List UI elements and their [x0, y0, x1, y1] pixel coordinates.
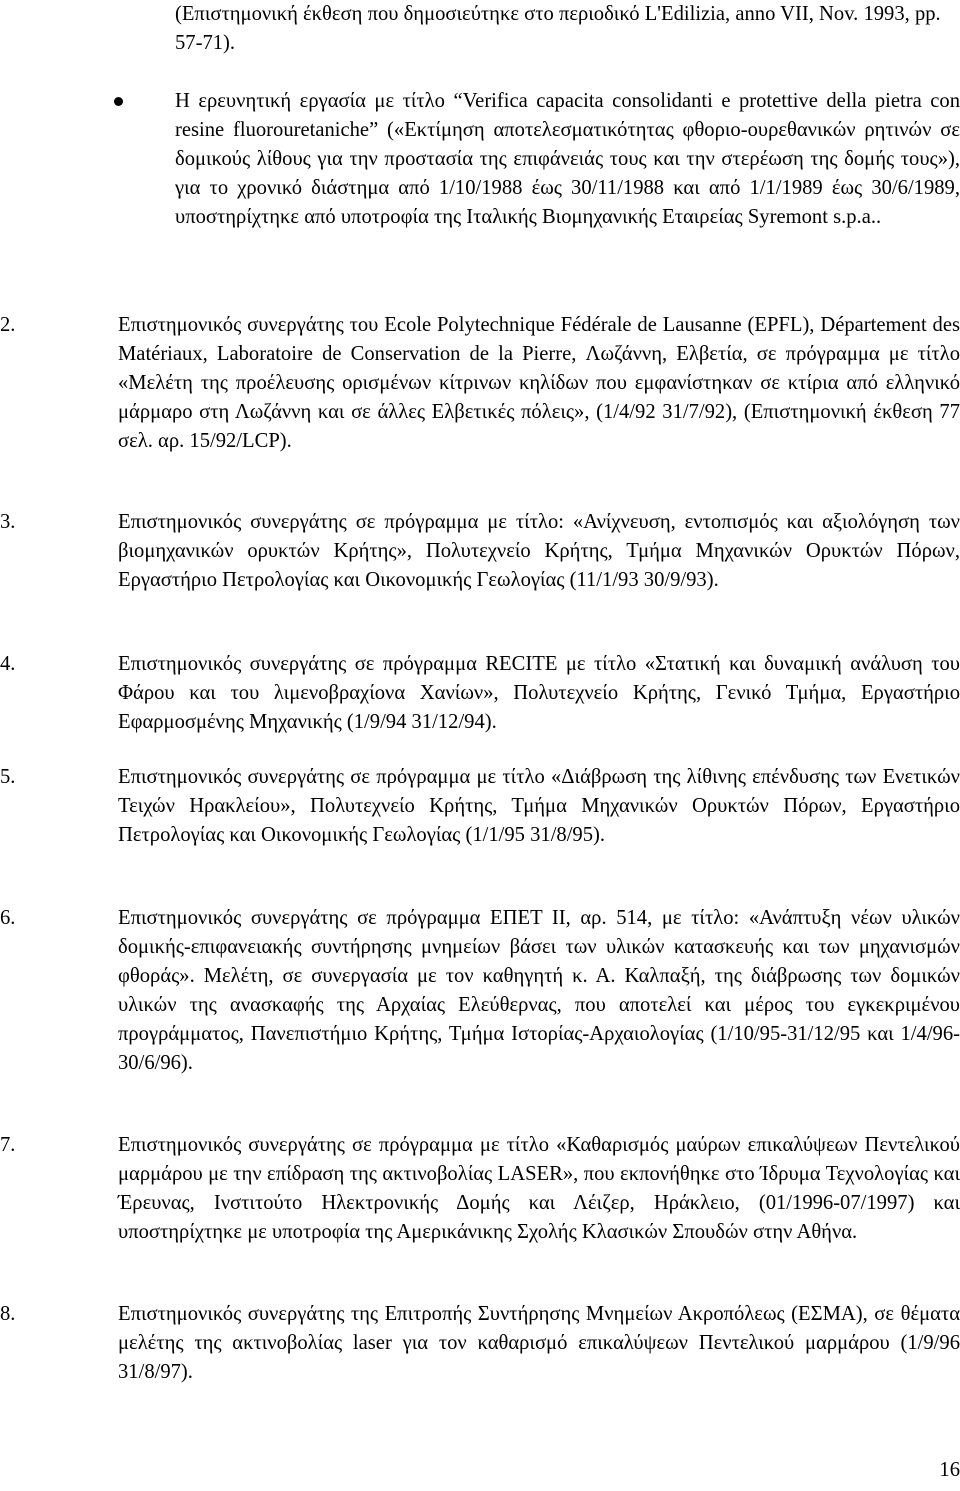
- continuation-paragraph: (Επιστημονική έκθεση που δημοσιεύτηκε στο περιοδικό L'Edilizia, anno VII, Nov. 1993, pp. 57-71).: [175, 3, 941, 54]
- list-item-number: 2.: [0, 314, 16, 336]
- list-item-number: 8.: [0, 1303, 16, 1325]
- list-item-text: Επιστημονικός συνεργάτης σε πρόγραμμα RECITE με τίτλο «Στατική και δυναμική ανάλυση του Φάρου και του λιμενοβραχίονα Χανίων», Πολυτεχνείο Κρήτης, Γενικό Τμήμα, Εργαστήριο Εφαρμοσμένης Μηχανικής (1/9/94 31/12/94).: [118, 653, 960, 733]
- list-item-text: Επιστημονικός συνεργάτης του Ecole Polytechnique Fédérale de Lausanne (EPFL), Département des Matériaux, Laboratoire de Conservation de la Pierre, Λωζάννη, Ελβετία, σε πρόγραμμα με τίτλο «Μελέτη της προέλευσης ορισμένων κίτρινων κηλίδων που εμφανίστηκαν σε κτίρια από ελληνικό μάρμαρο στη Λωζάννη και σε άλλες Ελβετικές πόλεις», (1/4/92 31/7/92), (Επιστημονική έκθεση 77 σελ. αρ. 15/92/LCP).: [118, 314, 960, 452]
- list-item-text: Επιστημονικός συνεργάτης σε πρόγραμμα ΕΠΕΤ ΙΙ, αρ. 514, με τίτλο: «Ανάπτυξη νέων υλικών δομικής-επιφανειακής συντήρησης μνημείων βάσει των υλικών κατασκευής και των μηχανισμών φθοράς». Μελέτη, σε συνεργασία με τον καθηγητή κ. Α. Καλπαξή, της διάβρωσης των δομικών υλικών της ανασκαφής της Αρχαίας Ελεύθερνας, που αποτελεί και μέρος του εγκεκριμένου προγράμματος, Πανεπιστήμιο Κρήτης, Τμήμα Ιστορίας-Αρχαιολογίας (1/10/95-31/12/95 και 1/4/96-30/6/96).: [118, 907, 960, 1074]
- list-item-text: Επιστημονικός συνεργάτης σε πρόγραμμα με τίτλο: «Ανίχνευση, εντοπισμός και αξιολόγηση των βιομηχανικών ορυκτών Κρήτης», Πολυτεχνείο Κρήτης, Τμήμα Μηχανικών Ορυκτών Πόρων, Εργαστήριο Πετρολογίας και Οικονομικής Γεωλογίας (11/1/93 30/9/93).: [118, 511, 960, 591]
- bullet-paragraph: Η ερευνητική εργασία με τίτλο “Verifica capacita consolidanti e protettive della pietra con resine fluorouretaniche” («Εκτίμηση αποτελεσματικότητας φθοριο-ουρεθανικών ρητινών σε δομικούς λίθους για την προστασία της επιφάνειάς τους και την στερέωση της δομής τους»), για το χρονικό διάστημα από 1/10/1988 έως 30/11/1988 και από 1/1/1989 έως 30/6/1989, υποστηρίχτηκε από υποτροφία της Ιταλικής Βιομηχανικής Εταιρείας Syremont s.p.a..: [175, 90, 960, 228]
- list-item-number: 7.: [0, 1134, 16, 1156]
- list-item-text: Επιστημονικός συνεργάτης σε πρόγραμμα με τίτλο «Διάβρωση της λίθινης επένδυσης των Ενετικών Τειχών Ηρακλείου», Πολυτεχνείο Κρήτης, Τμήμα Μηχανικών Ορυκτών Πόρων, Εργαστήριο Πετρολογίας και Οικονομικής Γεωλογίας (1/1/95 31/8/95).: [118, 766, 960, 846]
- list-item-number: 3.: [0, 511, 16, 533]
- list-item-number: 6.: [0, 907, 16, 929]
- list-item-text: Επιστημονικός συνεργάτης σε πρόγραμμα με τίτλο «Καθαρισμός μαύρων επικαλύψεων Πεντελικού μαρμάρου με την επίδραση της ακτινοβολίας LASER», που εκπονήθηκε στο Ίδρυμα Τεχνολογίας και Έρευνας, Ινστιτούτο Ηλεκτρονικής Δομής και Λέιζερ, Ηράκλειο, (01/1996-07/1997) και υποστηρίχτηκε με υποτροφία της Αμερικάνικης Σχολής Κλασικών Σπουδών στην Αθήνα.: [118, 1134, 960, 1243]
- page-number: 16: [939, 1459, 960, 1481]
- list-item-text: Επιστημονικός συνεργάτης της Επιτροπής Συντήρησης Μνημείων Ακροπόλεως (ΕΣΜΑ), σε θέματα μελέτης της ακτινοβολίας laser για τον καθαρισμό επικαλύψεων Πεντελικού μαρμάρου (1/9/96 31/8/97).: [118, 1303, 960, 1383]
- list-item-number: 5.: [0, 766, 16, 788]
- list-item-number: 4.: [0, 653, 16, 675]
- bullet-icon: [114, 97, 123, 106]
